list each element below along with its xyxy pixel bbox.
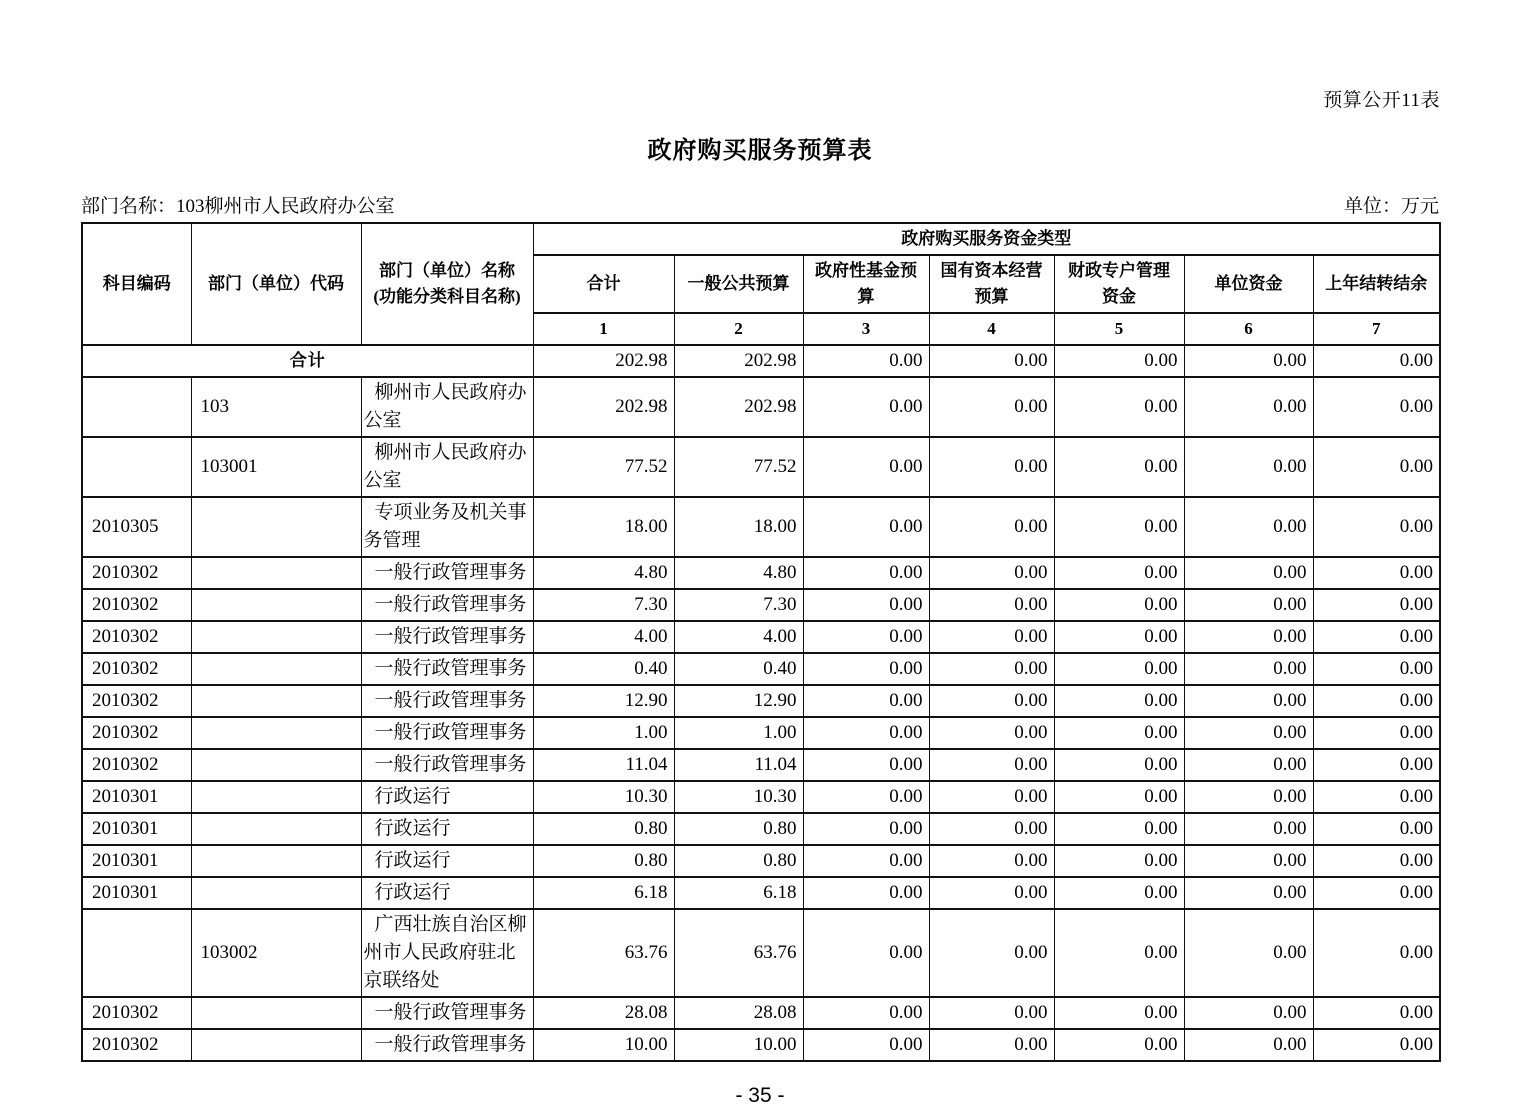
value-cell-total: 28.08 xyxy=(533,997,674,1029)
value-cell-fiscal-account: 0.00 xyxy=(1054,685,1184,717)
value-cell-carryover: 0.00 xyxy=(1313,1029,1440,1061)
value-cell-fiscal-account: 0.00 xyxy=(1054,621,1184,653)
value-cell-unit-funds: 0.00 xyxy=(1184,909,1313,997)
value-cell-unit-funds: 0.00 xyxy=(1184,997,1313,1029)
value-cell-general-public: 63.76 xyxy=(674,909,803,997)
dept-name-cell: 一般行政管理事务 xyxy=(361,717,533,749)
value-cell-carryover: 0.00 xyxy=(1313,653,1440,685)
subject-code-cell: 2010302 xyxy=(82,653,191,685)
dept-code-cell xyxy=(191,877,361,909)
dept-name-cell: 专项业务及机关事务管理 xyxy=(361,497,533,557)
dept-name-cell: 广西壮族自治区柳州市人民政府驻北京联络处 xyxy=(361,909,533,997)
dept-name-cell: 柳州市人民政府办公室 xyxy=(361,377,533,437)
value-cell-general-public: 12.90 xyxy=(674,685,803,717)
total-value-cell: 202.98 xyxy=(533,345,674,377)
header-total: 合计 xyxy=(533,255,674,313)
value-cell-state-capital: 0.00 xyxy=(929,813,1054,845)
value-cell-gov-fund: 0.00 xyxy=(803,653,929,685)
header-gov-fund-budget: 政府性基金预算 xyxy=(803,255,929,313)
value-cell-unit-funds: 0.00 xyxy=(1184,437,1313,497)
value-cell-carryover: 0.00 xyxy=(1313,621,1440,653)
dept-name-cell: 一般行政管理事务 xyxy=(361,589,533,621)
column-number-6: 6 xyxy=(1184,313,1313,345)
value-cell-unit-funds: 0.00 xyxy=(1184,621,1313,653)
header-dept-code: 部门（单位）代码 xyxy=(191,223,361,345)
subject-code-cell: 2010302 xyxy=(82,1029,191,1061)
table-row xyxy=(82,685,1440,717)
value-cell-gov-fund: 0.00 xyxy=(803,437,929,497)
dept-code-cell xyxy=(191,557,361,589)
value-cell-total: 77.52 xyxy=(533,437,674,497)
table-row xyxy=(82,909,1440,997)
value-cell-unit-funds: 0.00 xyxy=(1184,1029,1313,1061)
value-cell-total: 1.00 xyxy=(533,717,674,749)
value-cell-carryover: 0.00 xyxy=(1313,749,1440,781)
value-cell-state-capital: 0.00 xyxy=(929,497,1054,557)
value-cell-fiscal-account: 0.00 xyxy=(1054,909,1184,997)
value-cell-gov-fund: 0.00 xyxy=(803,377,929,437)
value-cell-state-capital: 0.00 xyxy=(929,685,1054,717)
value-cell-fiscal-account: 0.00 xyxy=(1054,877,1184,909)
total-value-cell: 0.00 xyxy=(1184,345,1313,377)
value-cell-carryover: 0.00 xyxy=(1313,437,1440,497)
header-state-capital-budget: 国有资本经营预算 xyxy=(929,255,1054,313)
table-row xyxy=(82,437,1440,497)
value-cell-total: 18.00 xyxy=(533,497,674,557)
dept-name-cell: 一般行政管理事务 xyxy=(361,1029,533,1061)
value-cell-general-public: 0.80 xyxy=(674,813,803,845)
dept-name-cell: 一般行政管理事务 xyxy=(361,653,533,685)
value-cell-general-public: 28.08 xyxy=(674,997,803,1029)
value-cell-state-capital: 0.00 xyxy=(929,1029,1054,1061)
value-cell-unit-funds: 0.00 xyxy=(1184,377,1313,437)
subject-code-cell: 2010302 xyxy=(82,997,191,1029)
value-cell-unit-funds: 0.00 xyxy=(1184,717,1313,749)
value-cell-general-public: 0.80 xyxy=(674,845,803,877)
value-cell-total: 11.04 xyxy=(533,749,674,781)
table-row xyxy=(82,653,1440,685)
value-cell-gov-fund: 0.00 xyxy=(803,497,929,557)
value-cell-total: 6.18 xyxy=(533,877,674,909)
column-number-5: 5 xyxy=(1054,313,1184,345)
value-cell-total: 0.80 xyxy=(533,813,674,845)
table-row xyxy=(82,877,1440,909)
value-cell-general-public: 10.30 xyxy=(674,781,803,813)
subject-code-cell: 2010301 xyxy=(82,845,191,877)
value-cell-fiscal-account: 0.00 xyxy=(1054,589,1184,621)
dept-code-cell xyxy=(191,621,361,653)
value-cell-fiscal-account: 0.00 xyxy=(1054,845,1184,877)
table-meta-row xyxy=(81,191,1439,218)
department-name-label: 部门名称：103柳州市人民政府办公室 xyxy=(81,196,395,217)
value-cell-total: 202.98 xyxy=(533,377,674,437)
value-cell-unit-funds: 0.00 xyxy=(1184,685,1313,717)
table-row xyxy=(82,749,1440,781)
subject-code-cell: 2010302 xyxy=(82,749,191,781)
value-cell-gov-fund: 0.00 xyxy=(803,557,929,589)
total-value-cell: 0.00 xyxy=(1054,345,1184,377)
dept-code-cell xyxy=(191,1029,361,1061)
value-cell-fiscal-account: 0.00 xyxy=(1054,557,1184,589)
value-cell-carryover: 0.00 xyxy=(1313,589,1440,621)
value-cell-state-capital: 0.00 xyxy=(929,589,1054,621)
value-cell-gov-fund: 0.00 xyxy=(803,749,929,781)
table-row xyxy=(82,557,1440,589)
subject-code-cell: 2010302 xyxy=(82,717,191,749)
value-cell-carryover: 0.00 xyxy=(1313,877,1440,909)
value-cell-total: 63.76 xyxy=(533,909,674,997)
table-row xyxy=(82,717,1440,749)
value-cell-gov-fund: 0.00 xyxy=(803,909,929,997)
value-cell-state-capital: 0.00 xyxy=(929,877,1054,909)
header-dept-name-line2: (功能分类科目名称) xyxy=(373,287,521,306)
dept-code-cell xyxy=(191,749,361,781)
value-cell-total: 0.40 xyxy=(533,653,674,685)
value-cell-unit-funds: 0.00 xyxy=(1184,589,1313,621)
page-title: 政府购买服务预算表 xyxy=(647,138,873,164)
dept-code-cell xyxy=(191,653,361,685)
dept-code-cell xyxy=(191,781,361,813)
header-carryover: 上年结转结余 xyxy=(1313,255,1440,313)
value-cell-gov-fund: 0.00 xyxy=(803,589,929,621)
value-cell-carryover: 0.00 xyxy=(1313,997,1440,1029)
value-cell-fiscal-account: 0.00 xyxy=(1054,377,1184,437)
table-row xyxy=(82,377,1440,437)
column-number-4: 4 xyxy=(929,313,1054,345)
column-number-2: 2 xyxy=(674,313,803,345)
total-value-cell: 0.00 xyxy=(1313,345,1440,377)
value-cell-gov-fund: 0.00 xyxy=(803,845,929,877)
value-cell-general-public: 4.80 xyxy=(674,557,803,589)
value-cell-general-public: 10.00 xyxy=(674,1029,803,1061)
dept-name-cell: 行政运行 xyxy=(361,781,533,813)
value-cell-state-capital: 0.00 xyxy=(929,717,1054,749)
value-cell-state-capital: 0.00 xyxy=(929,621,1054,653)
value-cell-general-public: 0.40 xyxy=(674,653,803,685)
dept-code-cell: 103002 xyxy=(191,909,361,997)
subject-code-cell xyxy=(82,437,191,497)
value-cell-general-public: 11.04 xyxy=(674,749,803,781)
column-number-3: 3 xyxy=(803,313,929,345)
table-row xyxy=(82,845,1440,877)
value-cell-fiscal-account: 0.00 xyxy=(1054,653,1184,685)
dept-code-cell xyxy=(191,845,361,877)
dept-name-cell: 一般行政管理事务 xyxy=(361,997,533,1029)
budget-table xyxy=(81,222,1441,1062)
subject-code-cell: 2010302 xyxy=(82,685,191,717)
dept-name-cell: 一般行政管理事务 xyxy=(361,749,533,781)
value-cell-fiscal-account: 0.00 xyxy=(1054,437,1184,497)
value-cell-gov-fund: 0.00 xyxy=(803,781,929,813)
value-cell-carryover: 0.00 xyxy=(1313,685,1440,717)
value-cell-general-public: 77.52 xyxy=(674,437,803,497)
total-value-cell: 0.00 xyxy=(803,345,929,377)
subject-code-cell: 2010302 xyxy=(82,589,191,621)
value-cell-gov-fund: 0.00 xyxy=(803,1029,929,1061)
value-cell-carryover: 0.00 xyxy=(1313,377,1440,437)
value-cell-state-capital: 0.00 xyxy=(929,781,1054,813)
value-cell-total: 7.30 xyxy=(533,589,674,621)
value-cell-total: 12.90 xyxy=(533,685,674,717)
value-cell-gov-fund: 0.00 xyxy=(803,877,929,909)
dept-name-cell: 一般行政管理事务 xyxy=(361,557,533,589)
value-cell-unit-funds: 0.00 xyxy=(1184,781,1313,813)
dept-code-cell xyxy=(191,497,361,557)
value-cell-total: 4.00 xyxy=(533,621,674,653)
page-number: - 35 - xyxy=(735,1084,785,1107)
subject-code-cell: 2010302 xyxy=(82,557,191,589)
header-unit-funds: 单位资金 xyxy=(1184,255,1313,313)
value-cell-unit-funds: 0.00 xyxy=(1184,845,1313,877)
corner-note: 预算公开11表 xyxy=(1323,90,1440,111)
dept-name-cell: 一般行政管理事务 xyxy=(361,685,533,717)
table-row xyxy=(82,621,1440,653)
value-cell-general-public: 6.18 xyxy=(674,877,803,909)
header-fiscal-account-funds: 财政专户管理资金 xyxy=(1054,255,1184,313)
table-row xyxy=(82,589,1440,621)
table-row xyxy=(82,1029,1440,1061)
value-cell-carryover: 0.00 xyxy=(1313,497,1440,557)
dept-code-cell xyxy=(191,685,361,717)
column-number-7: 7 xyxy=(1313,313,1440,345)
unit-label: 单位：万元 xyxy=(1343,196,1439,217)
subject-code-cell: 2010302 xyxy=(82,621,191,653)
subject-code-cell xyxy=(82,377,191,437)
subject-code-cell: 2010301 xyxy=(82,813,191,845)
value-cell-state-capital: 0.00 xyxy=(929,377,1054,437)
value-cell-carryover: 0.00 xyxy=(1313,845,1440,877)
total-row xyxy=(82,345,1440,377)
value-cell-unit-funds: 0.00 xyxy=(1184,877,1313,909)
value-cell-carryover: 0.00 xyxy=(1313,813,1440,845)
value-cell-carryover: 0.00 xyxy=(1313,557,1440,589)
value-cell-state-capital: 0.00 xyxy=(929,845,1054,877)
total-value-cell: 202.98 xyxy=(674,345,803,377)
dept-code-cell xyxy=(191,813,361,845)
header-dept-name-line1: 部门（单位）名称 xyxy=(379,261,515,280)
subject-code-cell: 2010301 xyxy=(82,877,191,909)
value-cell-fiscal-account: 0.00 xyxy=(1054,749,1184,781)
header-row-group xyxy=(82,223,1440,255)
header-fund-type-group: 政府购买服务资金类型 xyxy=(533,223,1440,255)
value-cell-unit-funds: 0.00 xyxy=(1184,813,1313,845)
table-row xyxy=(82,781,1440,813)
value-cell-gov-fund: 0.00 xyxy=(803,621,929,653)
value-cell-gov-fund: 0.00 xyxy=(803,685,929,717)
total-row-label: 合计 xyxy=(82,345,533,377)
value-cell-gov-fund: 0.00 xyxy=(803,997,929,1029)
value-cell-carryover: 0.00 xyxy=(1313,717,1440,749)
value-cell-gov-fund: 0.00 xyxy=(803,813,929,845)
value-cell-state-capital: 0.00 xyxy=(929,909,1054,997)
value-cell-fiscal-account: 0.00 xyxy=(1054,717,1184,749)
value-cell-state-capital: 0.00 xyxy=(929,653,1054,685)
value-cell-total: 4.80 xyxy=(533,557,674,589)
header-subject-code: 科目编码 xyxy=(82,223,191,345)
column-number-1: 1 xyxy=(533,313,674,345)
subject-code-cell: 2010301 xyxy=(82,781,191,813)
value-cell-general-public: 18.00 xyxy=(674,497,803,557)
value-cell-total: 10.00 xyxy=(533,1029,674,1061)
dept-name-cell: 行政运行 xyxy=(361,845,533,877)
value-cell-fiscal-account: 0.00 xyxy=(1054,497,1184,557)
value-cell-state-capital: 0.00 xyxy=(929,997,1054,1029)
value-cell-unit-funds: 0.00 xyxy=(1184,749,1313,781)
value-cell-fiscal-account: 0.00 xyxy=(1054,997,1184,1029)
value-cell-carryover: 0.00 xyxy=(1313,781,1440,813)
value-cell-gov-fund: 0.00 xyxy=(803,717,929,749)
header-general-public-budget: 一般公共预算 xyxy=(674,255,803,313)
value-cell-fiscal-account: 0.00 xyxy=(1054,813,1184,845)
subject-code-cell xyxy=(82,909,191,997)
value-cell-total: 0.80 xyxy=(533,845,674,877)
header-dept-name xyxy=(361,223,533,345)
dept-code-cell: 103001 xyxy=(191,437,361,497)
value-cell-general-public: 1.00 xyxy=(674,717,803,749)
value-cell-general-public: 7.30 xyxy=(674,589,803,621)
total-value-cell: 0.00 xyxy=(929,345,1054,377)
value-cell-general-public: 4.00 xyxy=(674,621,803,653)
value-cell-fiscal-account: 0.00 xyxy=(1054,781,1184,813)
dept-code-cell xyxy=(191,589,361,621)
dept-code-cell: 103 xyxy=(191,377,361,437)
table-row xyxy=(82,497,1440,557)
value-cell-unit-funds: 0.00 xyxy=(1184,653,1313,685)
dept-name-cell: 行政运行 xyxy=(361,877,533,909)
value-cell-state-capital: 0.00 xyxy=(929,557,1054,589)
value-cell-fiscal-account: 0.00 xyxy=(1054,1029,1184,1061)
table-row xyxy=(82,813,1440,845)
dept-name-cell: 柳州市人民政府办公室 xyxy=(361,437,533,497)
value-cell-state-capital: 0.00 xyxy=(929,437,1054,497)
value-cell-unit-funds: 0.00 xyxy=(1184,557,1313,589)
subject-code-cell: 2010305 xyxy=(82,497,191,557)
dept-code-cell xyxy=(191,997,361,1029)
value-cell-carryover: 0.00 xyxy=(1313,909,1440,997)
dept-code-cell xyxy=(191,717,361,749)
value-cell-state-capital: 0.00 xyxy=(929,749,1054,781)
value-cell-total: 10.30 xyxy=(533,781,674,813)
dept-name-cell: 行政运行 xyxy=(361,813,533,845)
value-cell-general-public: 202.98 xyxy=(674,377,803,437)
dept-name-cell: 一般行政管理事务 xyxy=(361,621,533,653)
table-row xyxy=(82,997,1440,1029)
value-cell-unit-funds: 0.00 xyxy=(1184,497,1313,557)
